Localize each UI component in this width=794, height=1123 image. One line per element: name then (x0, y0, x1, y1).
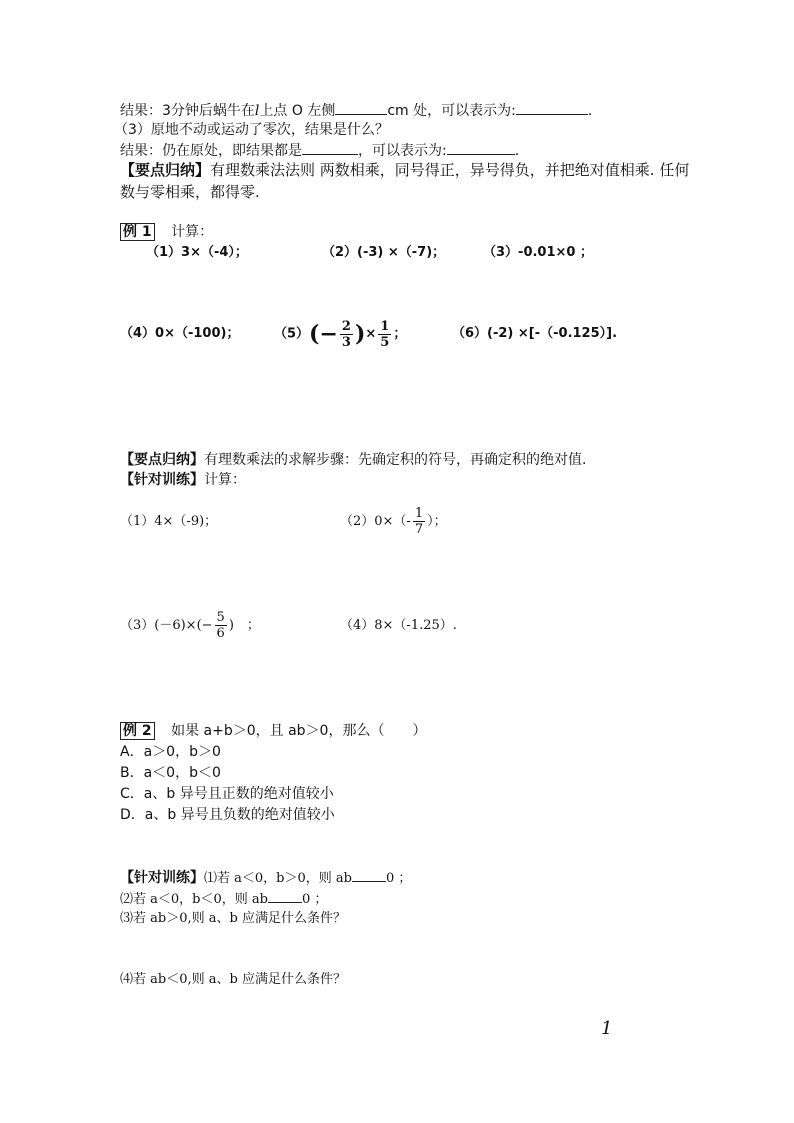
example-2-tag: 例 2 (120, 722, 155, 740)
closing-paren: ) ； (228, 618, 260, 633)
fraction-numerator: 1 (414, 506, 424, 521)
result-line-2 (120, 140, 519, 161)
key-point-tag: 【要点归纳】 (120, 452, 204, 468)
period: . (587, 103, 593, 119)
key-point-1-cont: 数与零相乘，都得零. (120, 183, 260, 201)
key-point-2 (120, 450, 586, 470)
key-point-text: 有理数乘法的求解步骤：先确定积的符号，再确定积的绝对值. (204, 452, 587, 468)
problem-label: （3）(－6)×(− (120, 618, 213, 633)
option-a[interactable]: A．a＞0，b＞0 (120, 744, 221, 760)
key-point-text: 有理数乘法法则 两数相乘，同号得正，异号得负，并把绝对值相乘. 任何 (210, 161, 690, 179)
example-1-problem-2: （2）(-3) ×（-7)； (322, 245, 446, 260)
period: . (514, 143, 520, 159)
key-point-1 (120, 160, 689, 180)
answer-blank[interactable] (447, 140, 515, 155)
question-text: 0 ； (385, 871, 412, 886)
example-1-problem-5: （5）(− $\frac{2}{3}$ )× $\frac{1}{5}$ ； (274, 318, 407, 350)
option-d[interactable]: D．a、b 异号且负数的绝对值较小 (120, 807, 335, 823)
fraction-numerator: 5 (216, 610, 225, 625)
question-3: （3）原地不动或运动了零次，结果是什么？ (114, 122, 389, 138)
line-l-label: l (254, 103, 260, 119)
drill-tag: 【针对训练】 (120, 870, 204, 886)
answer-blank[interactable] (516, 100, 588, 115)
example-1-header (120, 222, 213, 242)
answer-blank[interactable] (352, 867, 386, 882)
drill-title: 计算： (204, 472, 246, 488)
drill-1-header (120, 470, 246, 490)
result-text: 上点 O 左侧 (259, 103, 336, 119)
question-text: 0 ； (301, 892, 328, 907)
fraction-denominator: 3 (341, 334, 351, 350)
page-number: 1 (601, 1018, 613, 1039)
key-point-tag: 【要点归纳】 (120, 161, 211, 179)
example-1-problem-1: （1）3×（-4）； (146, 245, 248, 260)
fraction (215, 610, 227, 641)
result-text: 结果：3分钟后蜗牛在 (120, 103, 255, 119)
times-sign: × (365, 326, 377, 342)
drill-1-problem-1: （1）4×（-9)； (120, 514, 218, 529)
fraction (378, 319, 391, 350)
answer-blank[interactable] (335, 100, 387, 115)
drill-2-question-3: ⑶若 ab＞0,则 a、b 应满足什么条件？ (120, 911, 346, 926)
example-1-problem-6: （6）(-2) ×[-（-0.125）]. (452, 326, 618, 341)
fraction-denominator: 6 (216, 626, 225, 641)
problem-label: （5） (274, 326, 310, 342)
drill-2-question-2 (120, 888, 327, 910)
fraction (413, 506, 425, 537)
option-b[interactable]: B．a＜0，b＜0 (120, 765, 221, 781)
drill-1-problem-3 (120, 606, 260, 646)
example-1-problem-4: （4）0×（-100)； (120, 326, 240, 341)
fraction-numerator: 1 (380, 318, 390, 334)
fraction-denominator: 5 (380, 334, 390, 350)
question-text: ⑴若 a＜0，b＞0，则 ab (204, 871, 352, 886)
problem-label: （2）0×（- (340, 514, 411, 529)
example-2-question: 如果 a+b＞0，且 ab＞0，那么（ ） (171, 723, 427, 739)
drill-2-question-1 (120, 867, 411, 889)
example-1-tag: 例 1 (120, 223, 155, 241)
fraction (340, 319, 353, 350)
drill-1-problem-4: （4）8×（-1.25）. (340, 618, 457, 633)
semicolon: ； (393, 326, 407, 342)
example-1-problem-3: （3）-0.01×0 ； (483, 245, 593, 260)
result-text: 结果：仍在原处，即结果都是 (120, 143, 302, 159)
fraction-denominator: 7 (414, 522, 424, 537)
question-text: ⑵若 a＜0，b＜0，则 ab (120, 892, 268, 907)
option-c[interactable]: C．a、b 异号且正数的绝对值较小 (120, 786, 334, 802)
drill-1-problem-2 (340, 502, 447, 542)
example-1-title: 计算： (171, 224, 214, 240)
drill-tag: 【针对训练】 (120, 472, 204, 488)
example-2-header (120, 721, 426, 741)
closing-paren: ）； (427, 514, 447, 529)
answer-blank[interactable] (268, 888, 302, 903)
result-text: cm 处，可以表示为: (387, 103, 516, 119)
fraction-numerator: 2 (341, 318, 351, 334)
result-line-1 (120, 100, 592, 121)
result-text: ，可以表示为: (358, 143, 447, 159)
drill-2-question-4: ⑷若 ab＜0,则 a、b 应满足什么条件？ (120, 972, 346, 987)
answer-blank[interactable] (302, 140, 358, 155)
